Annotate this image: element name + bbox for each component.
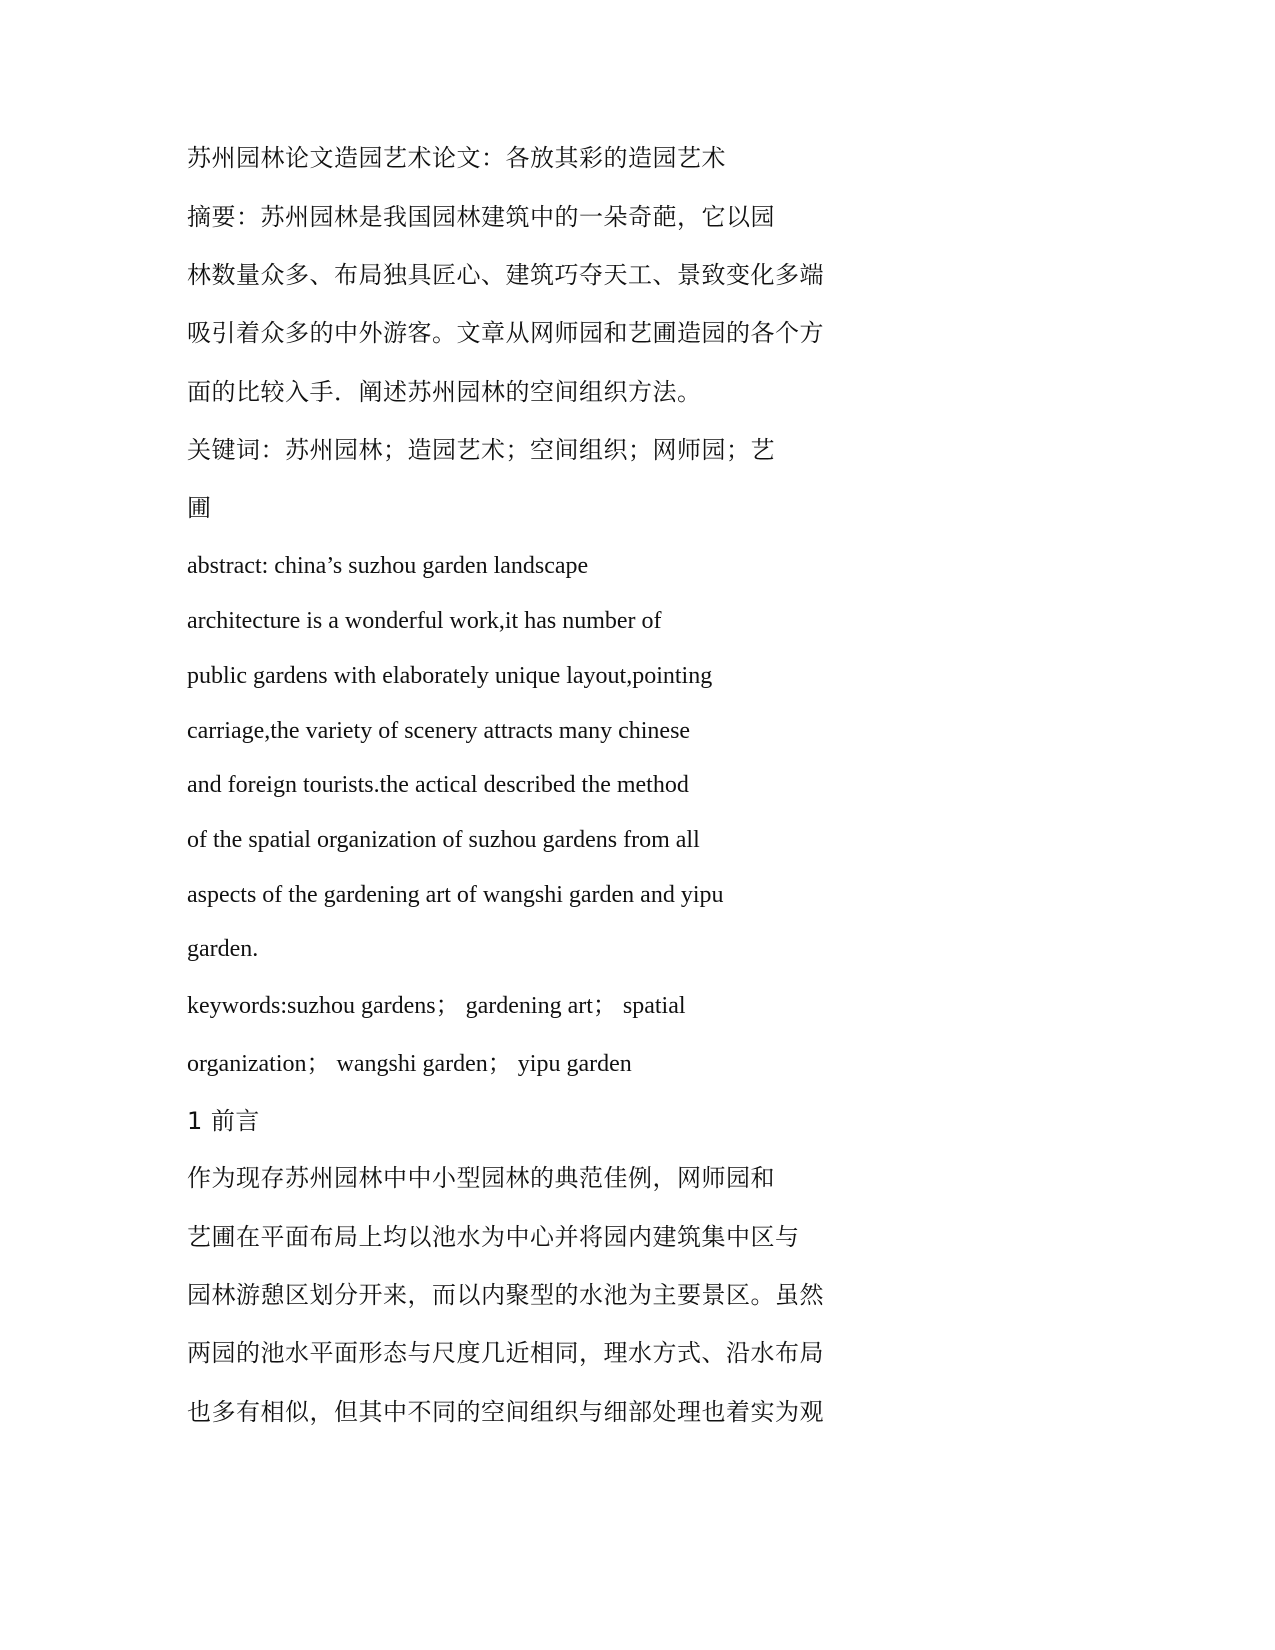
abstract-en-line: architecture is a wonderful work,it has number of [187, 608, 662, 634]
abstract-cn-line: 面的比较入手．阐述苏州园林的空间组织方法。 [187, 378, 702, 406]
abstract-en-line: and foreign tourists.the actical described the method [187, 772, 689, 798]
abstract-en-line: garden. [187, 936, 259, 962]
keywords-en-line: keywords:suzhou gardens； gardening art； spatial [187, 993, 686, 1019]
body-line: 园林游憩区划分开来，而以内聚型的水池为主要景区。虽然 [187, 1281, 824, 1309]
abstract-en-line: of the spatial organization of suzhou gardens from all [187, 827, 700, 853]
section-heading: 1 前言 [187, 1107, 260, 1135]
body-line: 也多有相似，但其中不同的空间组织与细部处理也着实为观 [187, 1398, 824, 1426]
abstract-cn-line: 林数量众多、布局独具匠心、建筑巧夺天工、景致变化多端 [187, 261, 824, 289]
abstract-en-line: public gardens with elaborately unique layout,pointing [187, 663, 713, 689]
keywords-en-line: organization； wangshi garden； yipu garden [187, 1051, 632, 1077]
abstract-cn-line: 吸引着众多的中外游客。文章从网师园和艺圃造园的各个方 [187, 319, 824, 347]
body-line: 两园的池水平面形态与尺度几近相同，理水方式、沿水布局 [187, 1339, 824, 1367]
abstract-cn-line: 摘要：苏州园林是我国园林建筑中的一朵奇葩，它以园 [187, 203, 775, 231]
document-title: 苏州园林论文造园艺术论文：各放其彩的造园艺术 [187, 144, 726, 172]
abstract-en-line: carriage,the variety of scenery attracts many chinese [187, 718, 691, 744]
keywords-cn-line: 圃 [187, 494, 212, 522]
body-line: 作为现存苏州园林中中小型园林的典范佳例，网师园和 [187, 1164, 775, 1192]
body-line: 艺圃在平面布局上均以池水为中心并将园内建筑集中区与 [187, 1223, 800, 1251]
abstract-en-line: aspects of the gardening art of wangshi garden and yipu [187, 882, 724, 908]
keywords-cn-line: 关键词：苏州园林；造园艺术；空间组织；网师园；艺 [187, 436, 775, 464]
abstract-en-line: abstract: china’s suzhou garden landscape [187, 553, 589, 579]
